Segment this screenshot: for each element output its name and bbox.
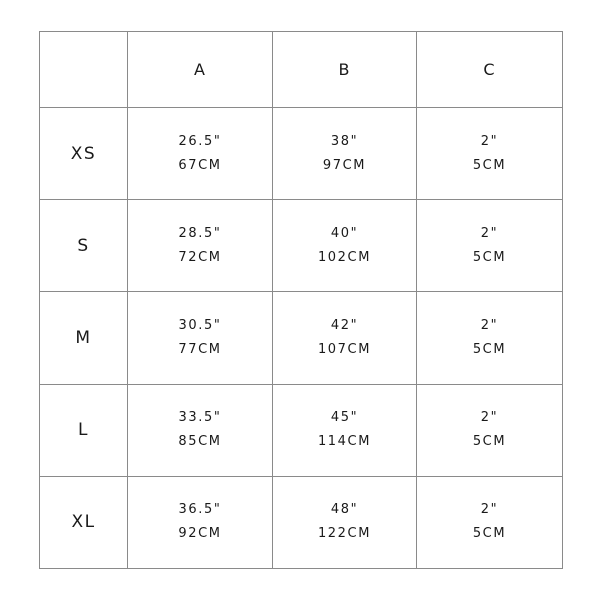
size-label: L [40, 384, 128, 476]
cm-value: 72CM [178, 249, 222, 265]
cm-value: 77CM [178, 342, 222, 358]
size-row-xs [40, 108, 563, 200]
size-chart-table [39, 31, 563, 569]
size-label: S [40, 200, 128, 292]
inch-value: 30.5" [178, 318, 222, 334]
inch-value: 45" [330, 410, 359, 426]
inch-value: 42" [330, 318, 359, 334]
cm-value: 5CM [472, 157, 507, 173]
column-header-c: C [417, 32, 563, 108]
measure-cell-a [128, 108, 273, 200]
measure-cell-b [273, 292, 417, 384]
inch-value: 28.5" [178, 225, 222, 241]
cm-value: 107CM [317, 342, 372, 358]
measure-cell-a [128, 200, 273, 292]
inch-value: 33.5" [178, 410, 222, 426]
size-label: M [40, 292, 128, 384]
measure-cell-a [128, 384, 273, 476]
measure-cell-c [417, 292, 563, 384]
inch-value: 26.5" [178, 133, 222, 149]
measure-cell-c [417, 384, 563, 476]
measure-cell-a [128, 292, 273, 384]
size-row-m [40, 292, 563, 384]
column-header-b: B [273, 32, 417, 108]
cm-value: 67CM [178, 157, 222, 173]
cm-value: 85CM [178, 434, 222, 450]
inch-value: 38" [330, 133, 359, 149]
column-header-a: A [128, 32, 273, 108]
inch-value: 48" [330, 502, 359, 518]
measure-cell-b [273, 476, 417, 568]
cm-value: 5CM [472, 249, 507, 265]
inch-value: 2" [480, 318, 499, 334]
header-row [40, 32, 563, 108]
inch-value: 2" [480, 410, 499, 426]
size-row-l [40, 384, 563, 476]
inch-value: 40" [330, 225, 359, 241]
measure-cell-b [273, 384, 417, 476]
cm-value: 97CM [322, 157, 367, 173]
measure-cell-a [128, 476, 273, 568]
measure-cell-c [417, 108, 563, 200]
cm-value: 92CM [178, 526, 222, 542]
size-label: XL [40, 476, 128, 568]
size-row-xl [40, 476, 563, 568]
inch-value: 2" [480, 225, 499, 241]
cm-value: 5CM [472, 526, 507, 542]
measure-cell-b [273, 108, 417, 200]
measure-cell-c [417, 200, 563, 292]
cm-value: 5CM [472, 342, 507, 358]
cm-value: 5CM [472, 434, 507, 450]
size-row-s [40, 200, 563, 292]
cm-value: 122CM [317, 526, 372, 542]
cm-value: 114CM [317, 434, 372, 450]
inch-value: 2" [480, 133, 499, 149]
inch-value: 2" [480, 502, 499, 518]
corner-cell [40, 32, 128, 108]
cm-value: 102CM [317, 249, 372, 265]
inch-value: 36.5" [178, 502, 222, 518]
size-label: XS [40, 108, 128, 200]
measure-cell-b [273, 200, 417, 292]
measure-cell-c [417, 476, 563, 568]
